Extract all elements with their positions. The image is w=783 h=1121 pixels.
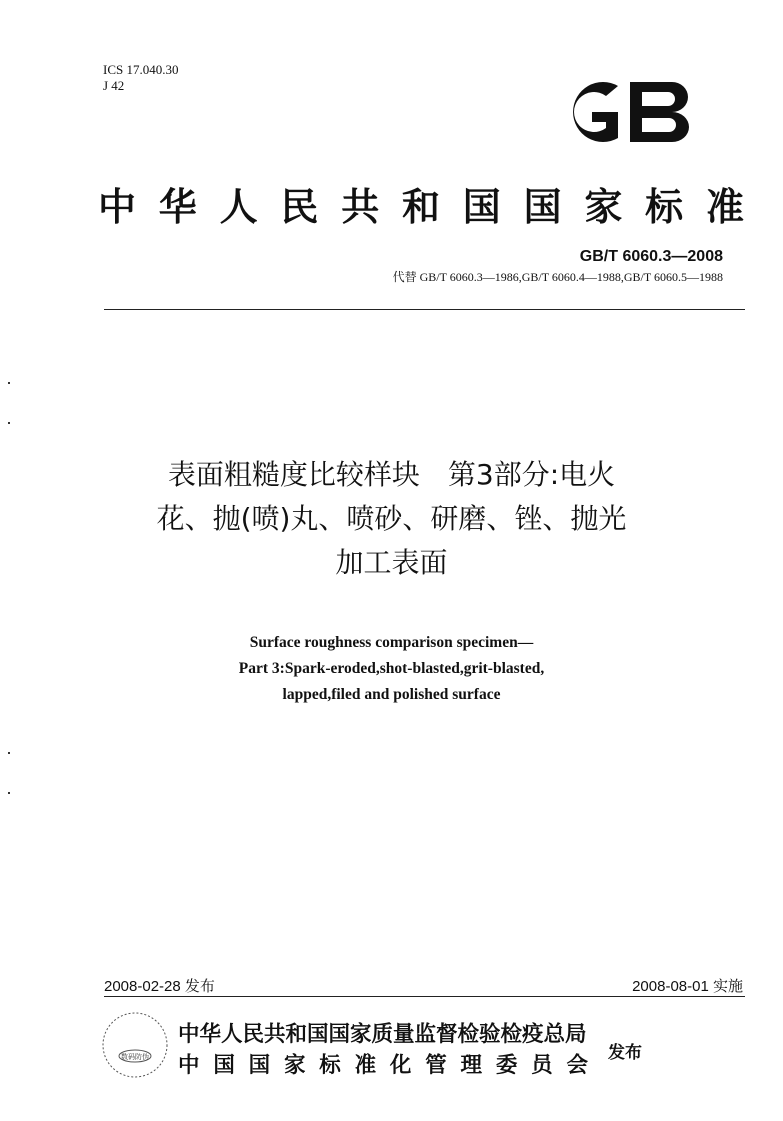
publish-label: 发布 <box>608 1043 642 1063</box>
header-divider <box>104 309 745 310</box>
chinese-title <box>0 453 783 585</box>
standard-title: 中华人民共和国国家标准 <box>98 184 748 229</box>
scan-mark <box>8 422 10 424</box>
english-title-line: Surface roughness comparison specimen— <box>249 634 534 651</box>
scan-mark <box>8 752 10 754</box>
issue-date: 2008-02-28 发布 <box>104 978 215 995</box>
scan-mark <box>8 792 10 794</box>
seal-text: 数码防伪 <box>121 1053 149 1061</box>
chinese-title-line: 花、抛(喷)丸、喷砂、研磨、锉、抛光 <box>156 502 627 535</box>
ccs-code: J 42 <box>103 78 125 93</box>
standard-number: GB/T 6060.3—2008 <box>579 248 723 265</box>
issuer-aqsiq: 中华人民共和国国家质量监督检验检疫总局 <box>178 1022 587 1047</box>
chinese-title-line: 表面粗糙度比较样块 第3部分:电火 <box>167 458 616 491</box>
classification-codes <box>103 62 178 94</box>
anti-counterfeit-seal <box>100 1010 170 1080</box>
english-title-line: lapped,filed and polished surface <box>282 686 501 703</box>
ics-code: ICS 17.040.30 <box>103 62 179 77</box>
gb-logo <box>548 72 698 152</box>
footer-divider <box>104 996 745 997</box>
english-title-line: Part 3:Spark-eroded,shot-blasted,grit-blasted, <box>238 660 545 677</box>
implementation-date: 2008-08-01 实施 <box>632 978 743 995</box>
issuer-sac: 中国国家标准化管理委员会 <box>178 1053 588 1078</box>
english-title <box>0 630 783 708</box>
scan-mark <box>8 382 10 384</box>
replaces-standards: 代替 GB/T 6060.3—1986,GB/T 6060.4—1988,GB/T 6060.5—1988 <box>392 270 723 284</box>
chinese-title-line: 加工表面 <box>335 546 448 579</box>
